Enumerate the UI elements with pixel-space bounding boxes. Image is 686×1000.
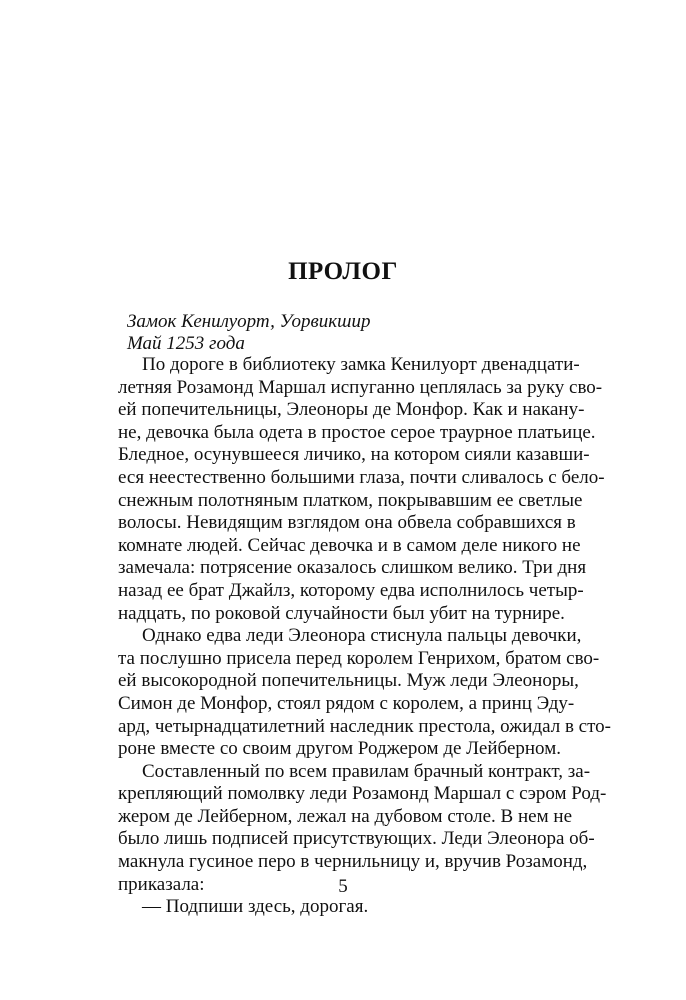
text-line: крепляющий помолвку леди Розамонд Маршал с сэром Род-	[118, 783, 607, 805]
body-text	[118, 354, 611, 919]
text-line: не, девочка была одета в простое серое траурное платьице.	[118, 421, 596, 443]
paragraph-1	[118, 354, 605, 625]
text-line: По дороге в библиотеку замка Кенилуорт двенадцати-	[142, 354, 580, 375]
paragraph-2	[118, 625, 611, 761]
text-line: приказала:	[118, 873, 205, 895]
date-line: Май 1253 года	[127, 333, 245, 354]
text-line: Симон де Монфор, стоял рядом с королем, а принц Эду-	[118, 692, 575, 714]
text-line: назад ее брат Джайлз, которому едва исполнилось четыр-	[118, 579, 584, 601]
text-line: та послушно присела перед королем Генрихом, братом сво-	[118, 647, 600, 669]
location-line: Замок Кенилуорт, Уорвикшир	[127, 311, 371, 332]
chapter-epigraph	[127, 311, 567, 355]
text-line: макнула гусиное перо в чернильницу и, вручив Розамонд,	[118, 851, 588, 873]
text-line: ей высокородной попечительницы. Муж леди Элеоноры,	[118, 670, 579, 692]
text-line: роне вместе со своим другом Роджером де Лейберном.	[118, 738, 561, 760]
text-line: замечала: потрясение оказалось слишком велико. Три дня	[118, 557, 587, 579]
text-line: Составленный по всем правилам брачный контракт, за-	[142, 760, 591, 782]
text-line: ей попечительницы, Элеоноры де Монфор. Как и накану-	[118, 399, 585, 421]
text-line: волосы. Невидящим взглядом она обвела собравшихся в	[118, 512, 576, 534]
chapter-title: ПРОЛОГ	[288, 258, 398, 285]
text-line: жером де Лейберном, лежал на дубовом столе. В нем не	[118, 805, 572, 827]
text-line: комнате людей. Сейчас девочка и в самом деле никого не	[118, 534, 581, 556]
text-line: ард, четырнадцатилетний наследник престола, ожидал в сто-	[118, 715, 611, 737]
text-line: еся неестественно большими глаза, почти сливалось с бело-	[118, 466, 605, 488]
paragraph-4	[118, 896, 572, 919]
text-line: было лишь подписей присутствующих. Леди Элеонора об-	[118, 828, 595, 850]
text-line: летняя Розамонд Маршал испуганно цеплялась за руку сво-	[118, 376, 603, 398]
page-number: 5	[338, 876, 348, 897]
dialogue-line: — Подпиши здесь, дорогая.	[142, 896, 369, 918]
text-line: снежным полотняным платком, покрывавшим ее светлые	[118, 489, 583, 511]
text-line: Бледное, осунувшееся личико, на котором сияли казавши-	[118, 444, 590, 466]
text-line: надцать, по роковой случайности был убит на турнире.	[118, 602, 565, 624]
text-line: Однако едва леди Элеонора стиснула пальцы девочки,	[142, 625, 582, 647]
